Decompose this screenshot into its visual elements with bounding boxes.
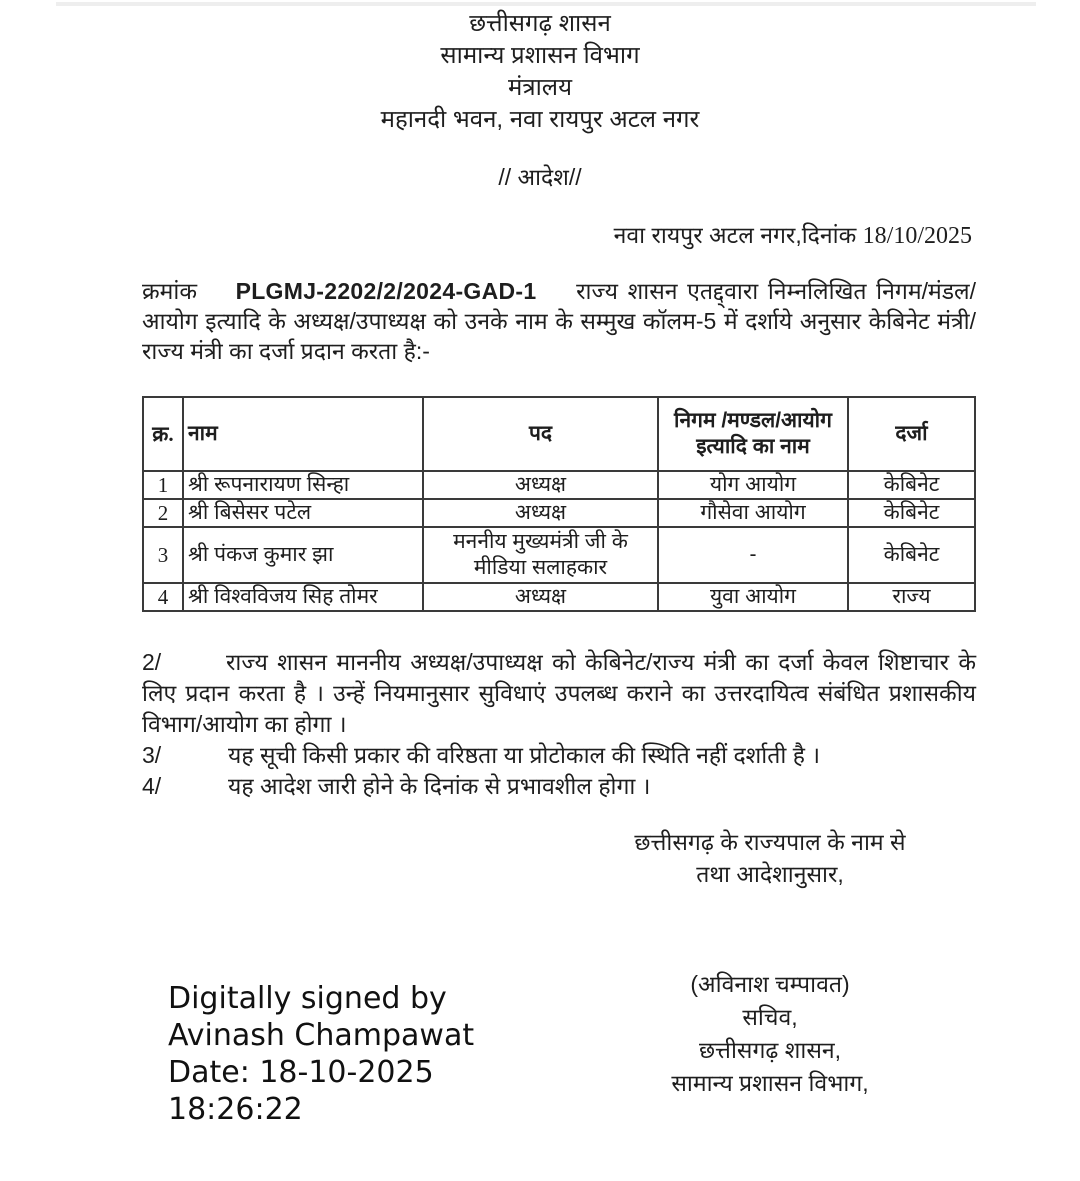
header-rank: दर्जा	[848, 397, 975, 471]
letterhead	[0, 8, 1080, 136]
paragraph-text: यह आदेश जारी होने के दिनांक से प्रभावशील होगा ।	[228, 773, 651, 799]
paragraph-text: राज्य शासन माननीय अध्यक्ष/उपाध्यक्ष को केबिनेट/राज्य मंत्री का दर्जा केवल शिष्टाचार के लिए प्रदान करता है । उन्हें नियमानुसार सुविधाएं उपलब्ध कराने का उत्तरदायित्व संबंधित प्रशासकीय विभाग/आयोग का होगा ।	[142, 649, 976, 737]
cell-name: श्री पंकज कुमार झा	[183, 527, 423, 583]
table-header-row	[143, 397, 975, 471]
signatory-name: (अविनाश चम्पावत)	[690, 971, 850, 997]
digital-signature-line-3: Date: 18-10-2025	[168, 1055, 434, 1090]
paragraph-number: 3/	[142, 742, 162, 768]
cell-serial: 1	[143, 471, 183, 499]
signatory-designation: सचिव,	[742, 1004, 798, 1030]
cell-organisation: गौसेवा आयोग	[658, 499, 848, 527]
authority-line-1: छत्तीसगढ़ के राज्यपाल के नाम से	[634, 829, 906, 855]
place-date	[614, 218, 972, 250]
cell-name: श्री विश्वविजय सिह तोमर	[183, 583, 423, 611]
cell-organisation: -	[658, 527, 848, 583]
paragraph-2	[142, 647, 976, 740]
digital-signature-line-1: Digitally signed by	[168, 981, 447, 1016]
paragraph-4	[142, 771, 976, 802]
order-title: // आदेश//	[498, 164, 582, 190]
department-name: सामान्य प्रशासन विभाग	[440, 42, 640, 69]
table-row	[143, 527, 975, 583]
cell-post: अध्यक्ष	[423, 583, 658, 611]
intro-paragraph	[142, 276, 976, 366]
ministry-name: मंत्रालय	[507, 74, 572, 101]
header-name: नाम	[183, 397, 423, 471]
cell-post: अध्यक्ष	[423, 499, 658, 527]
digital-signature-line-2: Avinash Champawat	[168, 1018, 475, 1053]
authority-line-2: तथा आदेशानुसार,	[696, 861, 844, 887]
appointments-table	[142, 396, 976, 612]
cell-serial: 3	[143, 527, 183, 583]
cell-post: मननीय मुख्यमंत्री जी के मीडिया सलाहकार	[423, 527, 658, 583]
intro-text: राज्य शासन एतद्द्वारा निम्नलिखित निगम/मंडल/आयोग इत्यादि के अध्यक्ष/उपाध्यक्ष को उनके नाम के सम्मुख कॉलम-5 में दर्शाये अनुसार केबिनेट मंत्री/राज्य मंत्री का दर्जा प्रदान करता है:-	[142, 278, 977, 364]
paragraph-number: 4/	[142, 773, 162, 799]
cell-rank: केबिनेट	[848, 499, 975, 527]
cell-organisation: योग आयोग	[658, 471, 848, 499]
reference-label: क्रमांक	[142, 278, 198, 304]
cell-rank: राज्य	[848, 583, 975, 611]
reference-number: PLGMJ-2202/2/2024-GAD-1	[235, 278, 537, 304]
table-row	[143, 471, 975, 499]
signatory-government: छत्तीसगढ़ शासन,	[698, 1037, 842, 1063]
table-row	[143, 583, 975, 611]
paragraph-3	[142, 740, 976, 771]
cell-name: श्री रूपनारायण सिन्हा	[183, 471, 423, 499]
scan-edge-band	[56, 2, 1036, 6]
paragraph-number: 2/	[142, 649, 162, 675]
cell-organisation: युवा आयोग	[658, 583, 848, 611]
cell-serial: 2	[143, 499, 183, 527]
cell-post: अध्यक्ष	[423, 471, 658, 499]
office-address: महानदी भवन, नवा रायपुर अटल नगर	[380, 106, 700, 133]
signatory-block	[620, 968, 920, 1100]
digital-signature	[168, 980, 474, 1128]
header-serial: क्र.	[143, 397, 183, 471]
digital-signature-line-4: 18:26:22	[168, 1092, 303, 1127]
government-name: छत्तीसगढ़ शासन	[469, 10, 611, 37]
authority-line	[600, 826, 940, 890]
cell-serial: 4	[143, 583, 183, 611]
order-date: 18/10/2025	[862, 223, 972, 249]
cell-rank: केबिनेट	[848, 471, 975, 499]
cell-name: श्री बिसेसर पटेल	[183, 499, 423, 527]
header-post: पद	[423, 397, 658, 471]
signatory-department: सामान्य प्रशासन विभाग,	[671, 1070, 869, 1096]
cell-rank: केबिनेट	[848, 527, 975, 583]
paragraph-text: यह सूची किसी प्रकार की वरिष्ठता या प्रोटोकाल की स्थिति नहीं दर्शाती है ।	[228, 742, 821, 768]
header-organisation: निगम /मण्डल/आयोग इत्यादि का नाम	[658, 397, 848, 471]
table-row	[143, 499, 975, 527]
place-label: नवा रायपुर अटल नगर,दिनांक	[613, 222, 857, 248]
